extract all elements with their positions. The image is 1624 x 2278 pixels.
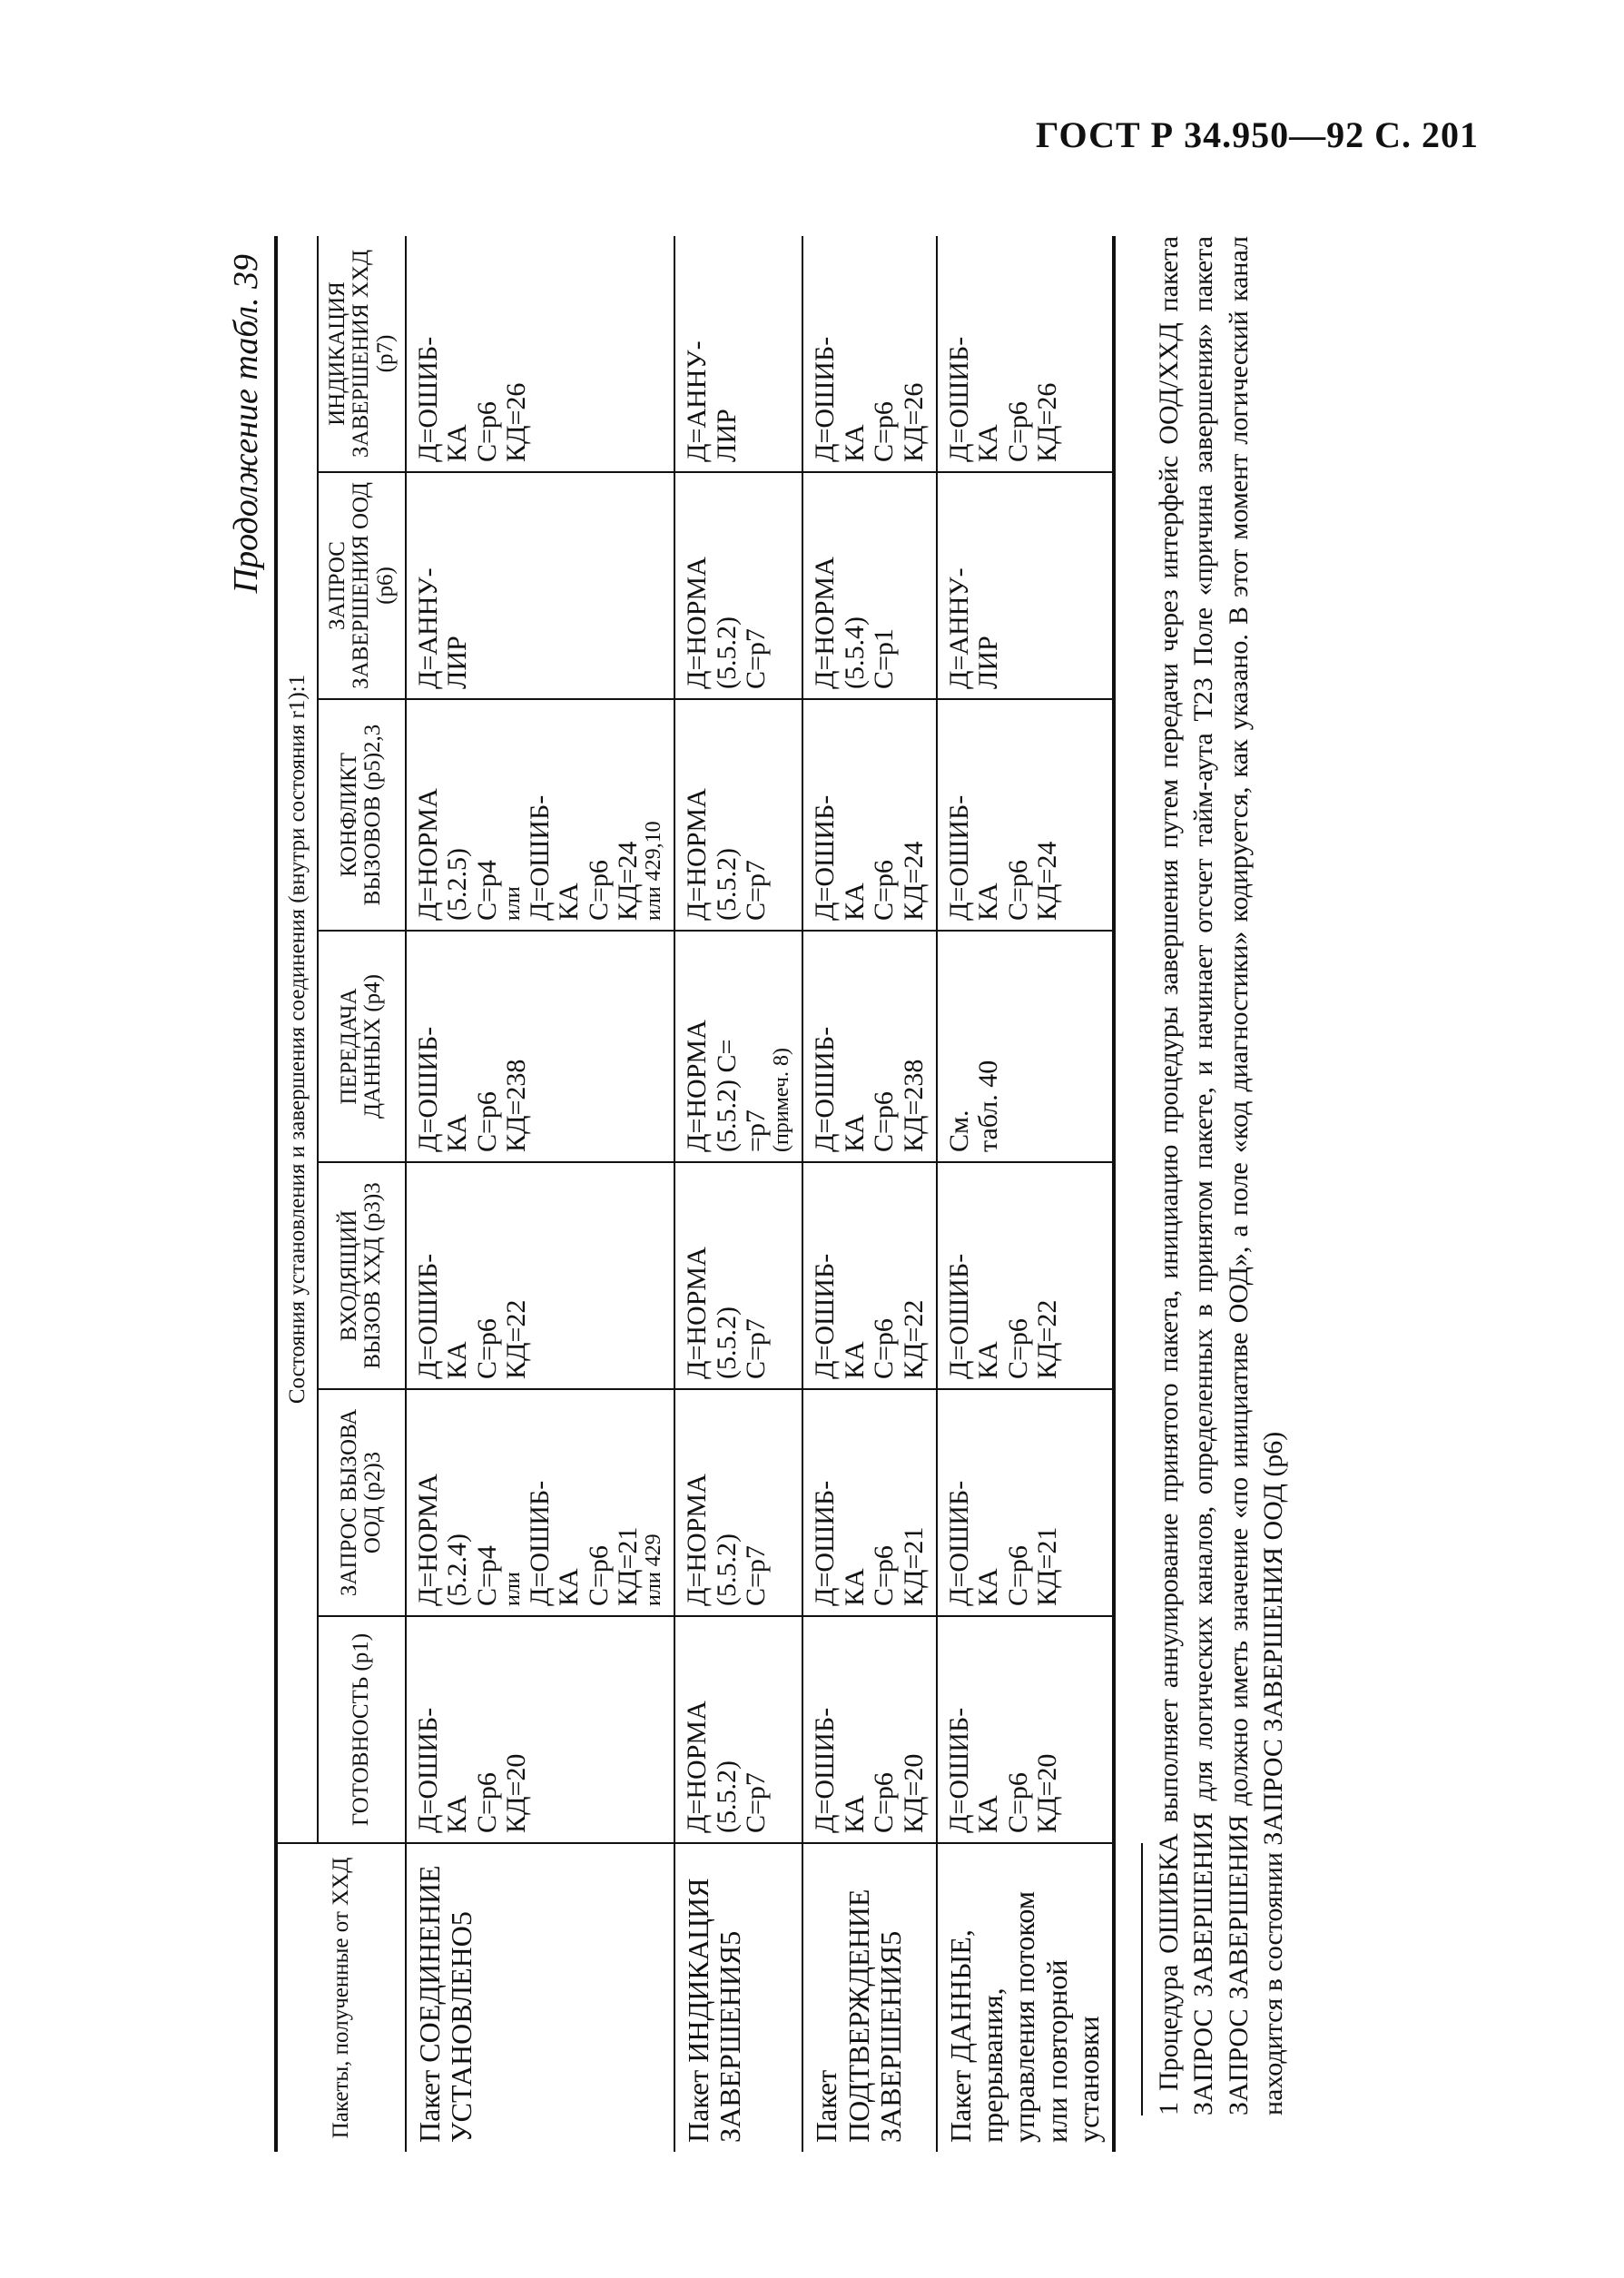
row-label: Пакет ДАННЫЕ, прерывания, управления потоком или повторной установки — [937, 1843, 1114, 2152]
cell-line: Д=ОШИБ- — [810, 1026, 841, 1152]
cell-line: (5.5.2) — [711, 1760, 742, 1833]
table-cell — [802, 472, 937, 699]
table-cell — [674, 931, 802, 1162]
cell-line: Д=ОШИБ- — [943, 1707, 974, 1833]
cell-line: (5.5.2) — [711, 1307, 742, 1379]
table-cell — [937, 236, 1114, 472]
cell-line: С=p4 — [471, 1545, 502, 1606]
cell-line: КА — [442, 1795, 473, 1833]
cell-line: КД=26 — [1032, 382, 1063, 462]
cell-line: КА — [442, 1114, 473, 1152]
cell-line: КД=26 — [500, 382, 531, 462]
cell-line: Д=НОРМА — [682, 1474, 713, 1606]
table-cell — [406, 699, 675, 931]
cell-line: С=p6 — [471, 1091, 502, 1152]
table-row — [802, 236, 937, 2152]
cell-line: С=p4 — [471, 860, 502, 921]
row-label: Пакет ИНДИКАЦИЯ ЗАВЕРШЕНИЯ5 — [674, 1843, 802, 2152]
table-cell — [406, 931, 675, 1162]
cell-line: Д=ОШИБ- — [810, 794, 841, 921]
column-header: ВХОДЯЩИЙ ВЫЗОВ ХХД (p3)3 — [318, 1162, 406, 1389]
cell-line: С=p6 — [869, 860, 900, 921]
cell-line: КА — [839, 1341, 870, 1379]
cell-line: КД=24 — [898, 841, 929, 921]
cell-line: КА — [839, 424, 870, 462]
cell-line: Д=ОШИБ- — [810, 336, 841, 462]
cell-line: ЛИР — [711, 409, 742, 462]
cell-line: КА — [442, 424, 473, 462]
table-cell — [674, 236, 802, 472]
table-cell — [802, 236, 937, 472]
table-cell — [802, 1616, 937, 1843]
cell-line: С=p6 — [1002, 401, 1033, 462]
cell-line: С=p1 — [869, 628, 900, 689]
cell-line: Д=АННУ- — [682, 340, 713, 462]
cell-line: (примеч. 8) — [770, 1048, 794, 1152]
cell-line: Д=ОШИБ- — [524, 1480, 555, 1606]
cell-line: С=p6 — [869, 1772, 900, 1833]
cell-line: С=p7 — [741, 860, 772, 921]
table-cell — [406, 1162, 675, 1389]
cell-line: Д=НОРМА — [682, 1701, 713, 1833]
cell-line: Д=ОШИБ- — [810, 1253, 841, 1379]
cell-line: табл. 40 — [973, 1060, 1004, 1152]
cell-line: С=p6 — [1002, 1318, 1033, 1379]
cell-line: или — [500, 886, 525, 921]
cell-line: КА — [973, 1795, 1004, 1833]
table-cell — [674, 1616, 802, 1843]
cell-line: (5.5.2) — [711, 1533, 742, 1606]
cell-line: ЛИР — [973, 636, 1004, 689]
cell-line: С=p6 — [869, 1318, 900, 1379]
cell-line: КД=21 — [1032, 1526, 1063, 1606]
page-header: ГОСТ Р 34.950—92 С. 201 — [1036, 114, 1479, 155]
table-cell — [674, 472, 802, 699]
cell-line: КА — [839, 883, 870, 921]
cell-line: Д=ОШИБ- — [943, 794, 974, 921]
cell-line: С=p6 — [583, 860, 614, 921]
cell-line: Д=НОРМА — [682, 1020, 713, 1152]
cell-line: Д=НОРМА — [682, 1247, 713, 1379]
cell-line: КА — [839, 1568, 870, 1606]
table-row — [674, 236, 802, 2152]
cell-line: Д=ОШИБ- — [810, 1480, 841, 1606]
row-label: Пакет СОЕДИНЕНИЕ УСТАНОВЛЕНО5 — [406, 1843, 675, 2152]
table-row — [406, 236, 675, 2152]
table-cell — [937, 931, 1114, 1162]
cell-line: или 429,10 — [642, 821, 666, 921]
table-cell — [406, 472, 675, 699]
cell-line: См. — [943, 1109, 974, 1152]
table-cell — [937, 1389, 1114, 1616]
cell-line: Д=НОРМА — [412, 1474, 443, 1606]
cell-line: С=p6 — [471, 1772, 502, 1833]
cell-line: С=p7 — [741, 1318, 772, 1379]
footnote-text: 1 Процедура ОШИБКА выполняет аннулирование принятого пакета, инициацию процедуры завершения путем передачи через интерфейс ООД/ХХД пакета ЗАПРОС ЗАВЕРШЕНИЯ для логических каналов, определенных в принятом пакете, и начинает отсчет тайм-аута Т23 Поле «причина завершения» пакета ЗАПРОС ЗАВЕРШЕНИЯ должно иметь значение «по инициативе ООД», а поле «код диагностики» кодируется, как указано. В этот момент логический канал находится в состоянии ЗАПРОС ЗАВЕРШЕНИЯ ООД (p6) — [1153, 236, 1289, 2115]
cell-line: С=p7 — [741, 628, 772, 689]
cell-line: Д=ОШИБ- — [943, 1480, 974, 1606]
cell-line: КД=20 — [1032, 1753, 1063, 1833]
cell-line: С=p6 — [471, 401, 502, 462]
table-cell — [406, 1616, 675, 1843]
table-cell — [406, 236, 675, 472]
transition-table — [274, 236, 1116, 2152]
cell-line: Д=НОРМА — [810, 557, 841, 689]
table-cell — [406, 1389, 675, 1616]
cell-line: КА — [973, 883, 1004, 921]
table-cell — [937, 699, 1114, 931]
table-cell — [674, 699, 802, 931]
table-cell — [937, 1162, 1114, 1389]
cell-line: С=p6 — [869, 1545, 900, 1606]
cell-line: С=p6 — [869, 1091, 900, 1152]
table-row — [937, 236, 1114, 2152]
cell-line: Д=ОШИБ- — [412, 1253, 443, 1379]
table-cell — [802, 1389, 937, 1616]
cell-line: С=p6 — [1002, 1545, 1033, 1606]
cell-line: Д=ОШИБ- — [412, 1707, 443, 1833]
cell-line: С=p6 — [471, 1318, 502, 1379]
cell-line: КА — [973, 1341, 1004, 1379]
cell-line: Д=ОШИБ- — [412, 336, 443, 462]
cell-line: Д=НОРМА — [412, 788, 443, 921]
cell-line: С=p6 — [1002, 860, 1033, 921]
cell-line: Д=ОШИБ- — [943, 1253, 974, 1379]
cell-line: Д=ОШИБ- — [412, 1026, 443, 1152]
cell-line: Д=ОШИБ- — [810, 1707, 841, 1833]
row-header: Пакеты, полученные от ХХД — [276, 1843, 406, 2152]
cell-line: КА — [839, 1114, 870, 1152]
cell-line: ЛИР — [442, 636, 473, 689]
cell-line: КД=21 — [613, 1526, 643, 1606]
table-caption: Продолжение табл. 39 — [227, 254, 265, 594]
cell-line: КД=20 — [500, 1753, 531, 1833]
cell-line: С=p6 — [869, 401, 900, 462]
group-header: Состояния установления и завершения соединения (внутри состояния r1):1 — [276, 236, 318, 1843]
cell-line: С=p7 — [741, 1545, 772, 1606]
cell-line: КД=22 — [500, 1299, 531, 1379]
cell-line: КД=26 — [898, 382, 929, 462]
table-cell — [802, 699, 937, 931]
column-header: ЗАПРОС ВЫЗОВА ООД (p2)3 — [318, 1389, 406, 1616]
footnote-rule — [1141, 1843, 1143, 2115]
cell-line: (5.5.2) — [711, 848, 742, 921]
cell-line: КД=20 — [898, 1753, 929, 1833]
cell-line: КД=24 — [613, 841, 643, 921]
cell-line: Д=АННУ- — [943, 567, 974, 689]
cell-line: Д=НОРМА — [682, 788, 713, 921]
table-cell — [802, 1162, 937, 1389]
column-header: КОНФЛИКТ ВЫЗОВОВ (p5)2,3 — [318, 699, 406, 931]
table-cell — [937, 472, 1114, 699]
cell-line: =p7 — [741, 1109, 772, 1152]
cell-line: КА — [973, 1568, 1004, 1606]
footnote — [1141, 218, 1292, 2152]
cell-line: КД=238 — [898, 1059, 929, 1152]
cell-line: или — [500, 1572, 525, 1606]
cell-line: КА — [554, 883, 585, 921]
cell-line: КА — [973, 424, 1004, 462]
column-header: ЗАПРОС ЗАВЕРШЕНИЯ ООД (p6) — [318, 472, 406, 699]
cell-line: или 429 — [642, 1533, 666, 1606]
column-header: ПЕРЕДАЧА ДАННЫХ (p4) — [318, 931, 406, 1162]
cell-line: (5.5.2) С= — [711, 1039, 742, 1152]
cell-line: Д=НОРМА — [682, 557, 713, 689]
cell-line: КД=238 — [500, 1059, 531, 1152]
cell-line: С=p6 — [1002, 1772, 1033, 1833]
cell-line: Д=ОШИБ- — [943, 336, 974, 462]
cell-line: КД=21 — [898, 1526, 929, 1606]
cell-line: Д=АННУ- — [412, 567, 443, 689]
column-header: ГОТОВНОСТЬ (p1) — [318, 1616, 406, 1843]
cell-line: С=p7 — [741, 1772, 772, 1833]
cell-line: КД=22 — [898, 1299, 929, 1379]
column-header: ИНДИКАЦИЯ ЗАВЕРШЕНИЯ ХХД (p7) — [318, 236, 406, 472]
table-cell — [674, 1162, 802, 1389]
table-cell — [802, 931, 937, 1162]
cell-line: КД=22 — [1032, 1299, 1063, 1379]
cell-line: (5.2.4) — [442, 1533, 473, 1606]
cell-line: С=p6 — [583, 1545, 614, 1606]
rotated-table-block — [218, 218, 1452, 2152]
cell-line: КА — [442, 1341, 473, 1379]
cell-line: (5.2.5) — [442, 848, 473, 921]
row-label: Пакет ПОДТВЕРЖДЕНИЕ ЗАВЕРШЕНИЯ5 — [802, 1843, 937, 2152]
cell-line: КА — [554, 1568, 585, 1606]
table-cell — [937, 1616, 1114, 1843]
cell-line: КА — [839, 1795, 870, 1833]
cell-line: КД=24 — [1032, 841, 1063, 921]
table-cell — [674, 1389, 802, 1616]
cell-line: (5.5.4) — [839, 616, 870, 689]
cell-line: (5.5.2) — [711, 616, 742, 689]
cell-line: Д=ОШИБ- — [524, 794, 555, 921]
